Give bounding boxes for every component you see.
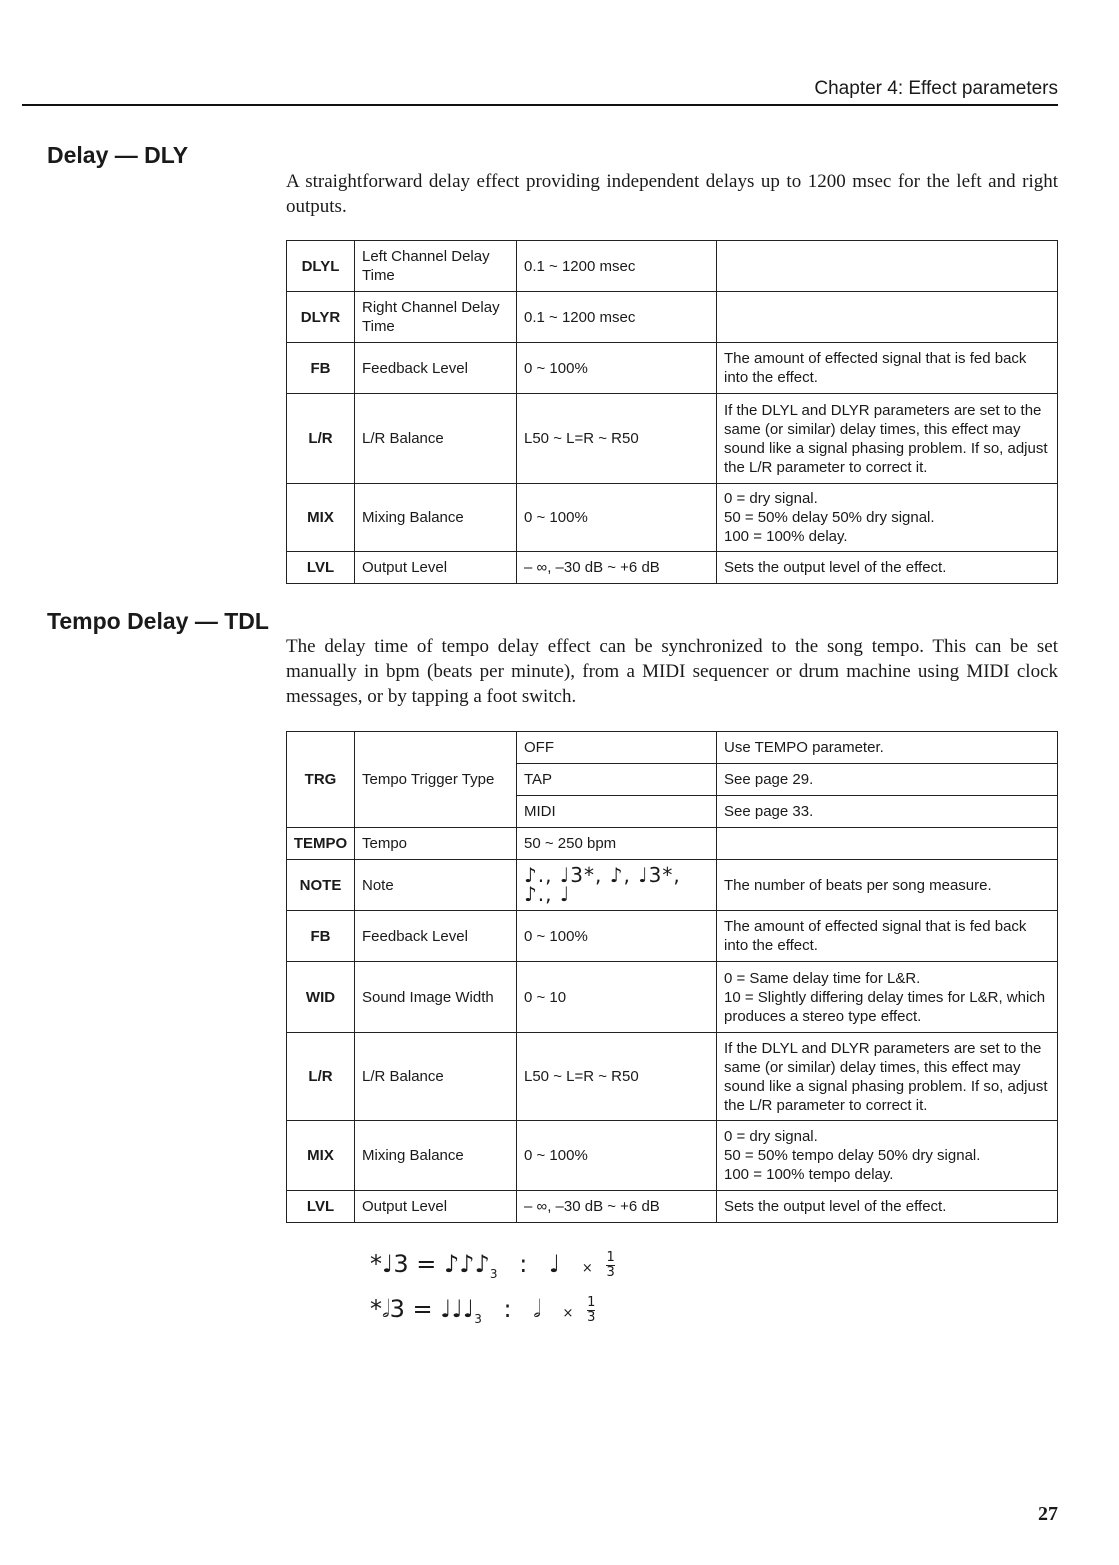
- param-abbr: FB: [287, 343, 355, 394]
- param-desc: See page 29.: [717, 764, 1058, 796]
- table-row: [287, 1121, 1058, 1191]
- param-desc: See page 33.: [717, 796, 1058, 828]
- param-desc: Sets the output level of the effect.: [717, 1191, 1058, 1223]
- param-abbr: WID: [287, 962, 355, 1033]
- multiply-sign: ×: [581, 1261, 593, 1276]
- param-abbr: L/R: [287, 394, 355, 484]
- param-range: OFF: [517, 732, 717, 764]
- fraction: [606, 1251, 614, 1280]
- param-desc: Use TEMPO parameter.: [717, 732, 1058, 764]
- param-range: L50 ~ L=R ~ R50: [517, 1033, 717, 1121]
- table-row: [287, 962, 1058, 1033]
- param-name: Left Channel Delay Time: [355, 241, 517, 292]
- delay-param-table: [286, 240, 1058, 584]
- note-symbols: ♪., ♩3*, ♪, ♩3*, ♪., ♩: [517, 860, 717, 911]
- param-range: MIDI: [517, 796, 717, 828]
- param-range: 0.1 ~ 1200 msec: [517, 292, 717, 343]
- fraction-denominator: 3: [587, 1309, 596, 1325]
- header-rule: [22, 104, 1058, 106]
- param-desc: The amount of effected signal that is fed back into the effect.: [717, 343, 1058, 394]
- param-name: Tempo: [355, 828, 517, 860]
- table-row: [287, 484, 1058, 552]
- table-row: [287, 394, 1058, 484]
- param-range: 0 ~ 100%: [517, 343, 717, 394]
- table-row: [287, 241, 1058, 292]
- param-desc: 0 = dry signal. 50 = 50% delay 50% dry signal. 100 = 100% delay.: [717, 484, 1058, 552]
- param-desc: [717, 828, 1058, 860]
- tuplet-number: 3: [489, 1266, 498, 1281]
- fraction-numerator: 1: [587, 1294, 596, 1310]
- param-name: Feedback Level: [355, 911, 517, 962]
- param-desc: 0 = Same delay time for L&R. 10 = Slightly differing delay times for L&R, which produces a stereo type effect.: [717, 962, 1058, 1033]
- param-name: Right Channel Delay Time: [355, 292, 517, 343]
- param-desc: [717, 292, 1058, 343]
- param-range: 50 ~ 250 bpm: [517, 828, 717, 860]
- param-name: Tempo Trigger Type: [355, 732, 517, 828]
- param-range: – ∞, –30 dB ~ +6 dB: [517, 1191, 717, 1223]
- table-row: [287, 860, 1058, 911]
- ratio-separator: :: [503, 1295, 512, 1323]
- param-desc: Sets the output level of the effect.: [717, 552, 1058, 584]
- param-name: L/R Balance: [355, 1033, 517, 1121]
- note-equation-lhs: *𝅗𝅥3 = ♩♩♩: [370, 1295, 475, 1323]
- param-desc: The amount of effected signal that is fed back into the effect.: [717, 911, 1058, 962]
- ratio-separator: :: [519, 1250, 528, 1278]
- note-equation-rhs: ♩: [548, 1250, 561, 1278]
- param-name: Output Level: [355, 552, 517, 584]
- param-name: Mixing Balance: [355, 484, 517, 552]
- page-number: 27: [1038, 1503, 1058, 1525]
- fraction-denominator: 3: [606, 1264, 615, 1280]
- param-desc: If the DLYL and DLYR parameters are set to the same (or similar) delay times, this effect may sound like a signal phasing problem. If so, adjust the L/R parameter to correct it.: [717, 1033, 1058, 1121]
- param-name: Mixing Balance: [355, 1121, 517, 1191]
- param-range: TAP: [517, 764, 717, 796]
- param-abbr: DLYL: [287, 241, 355, 292]
- param-name: Output Level: [355, 1191, 517, 1223]
- param-abbr: TRG: [287, 732, 355, 828]
- triplet-footnote: [370, 1250, 615, 1281]
- note-equation-rhs: 𝅗𝅥: [533, 1295, 541, 1323]
- table-row: [287, 732, 1058, 764]
- param-abbr: MIX: [287, 484, 355, 552]
- table-row: [287, 828, 1058, 860]
- param-range: 0 ~ 10: [517, 962, 717, 1033]
- fraction: [587, 1296, 595, 1325]
- tempo-delay-section-title: Tempo Delay — TDL: [47, 608, 269, 634]
- tuplet-number: 3: [474, 1311, 482, 1326]
- param-abbr: TEMPO: [287, 828, 355, 860]
- param-abbr: MIX: [287, 1121, 355, 1191]
- param-abbr: NOTE: [287, 860, 355, 911]
- param-desc: The number of beats per song measure.: [717, 860, 1058, 911]
- param-desc: [717, 241, 1058, 292]
- param-name: L/R Balance: [355, 394, 517, 484]
- param-range: L50 ~ L=R ~ R50: [517, 394, 717, 484]
- table-row: [287, 552, 1058, 584]
- delay-section-title: Delay — DLY: [47, 142, 189, 168]
- table-row: [287, 1033, 1058, 1121]
- tempo-delay-param-table: [286, 731, 1058, 1223]
- param-range: – ∞, –30 dB ~ +6 dB: [517, 552, 717, 584]
- chapter-header: Chapter 4: Effect parameters: [814, 78, 1058, 99]
- tempo-delay-intro: The delay time of tempo delay effect can be synchronized to the song tempo. This can be set manually in bpm (beats per minute), from a MIDI sequencer or drum machine using MIDI clock messages, or by tapping a foot switch.: [286, 636, 1058, 707]
- param-desc: If the DLYL and DLYR parameters are set to the same (or similar) delay times, this effect may sound like a signal phasing problem. If so, adjust the L/R parameter to correct it.: [717, 394, 1058, 484]
- table-row: [287, 292, 1058, 343]
- note-equation-lhs: *♩3 = ♪♪♪: [370, 1250, 490, 1278]
- triplet-footnote: [370, 1295, 595, 1326]
- param-range: 0.1 ~ 1200 msec: [517, 241, 717, 292]
- param-range: 0 ~ 100%: [517, 484, 717, 552]
- param-abbr: DLYR: [287, 292, 355, 343]
- param-abbr: LVL: [287, 552, 355, 584]
- param-name: Feedback Level: [355, 343, 517, 394]
- table-row: [287, 1191, 1058, 1223]
- delay-intro: A straightforward delay effect providing independent delays up to 1200 msec for the left and right outputs.: [286, 171, 1058, 217]
- table-row: [287, 911, 1058, 962]
- param-abbr: L/R: [287, 1033, 355, 1121]
- param-abbr: LVL: [287, 1191, 355, 1223]
- param-name: Note: [355, 860, 517, 911]
- param-desc: 0 = dry signal. 50 = 50% tempo delay 50% dry signal. 100 = 100% tempo delay.: [717, 1121, 1058, 1191]
- param-range: 0 ~ 100%: [517, 911, 717, 962]
- fraction-numerator: 1: [606, 1249, 615, 1265]
- table-row: [287, 343, 1058, 394]
- param-abbr: FB: [287, 911, 355, 962]
- param-range: 0 ~ 100%: [517, 1121, 717, 1191]
- param-name: Sound Image Width: [355, 962, 517, 1033]
- multiply-sign: ×: [562, 1306, 574, 1321]
